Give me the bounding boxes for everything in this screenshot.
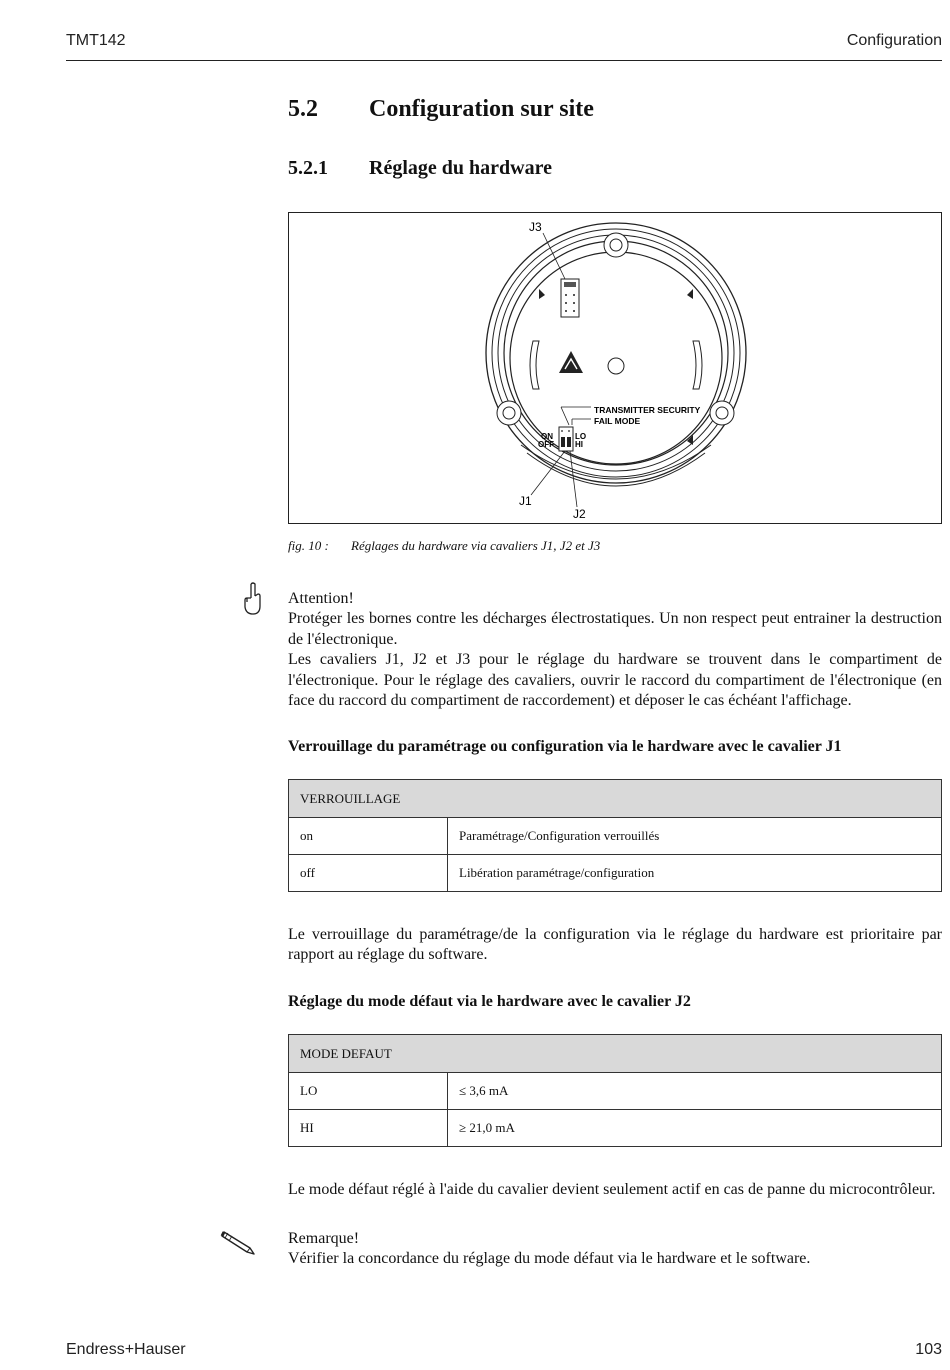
- figure-caption-text: Réglages du hardware via cavaliers J1, J2 et J3: [351, 538, 601, 553]
- label-fail-mode: FAIL MODE: [594, 416, 641, 426]
- attention-block: [288, 589, 942, 711]
- remark-block: [288, 1229, 942, 1270]
- header-chapter: Configuration: [846, 32, 942, 49]
- remark-title: Remarque!: [288, 1230, 360, 1247]
- fail-mode-heading: Réglage du mode défaut via le hardware avec le cavalier J2: [288, 993, 691, 1010]
- table-row: [289, 1110, 942, 1147]
- fail-mode-note: Le mode défaut réglé à l'aide du cavalier devient seulement actif en cas de panne du microcontrôleur.: [288, 1181, 936, 1198]
- pencil-icon: [220, 1228, 258, 1261]
- table-row: [289, 1073, 942, 1110]
- label-hi: HI: [575, 440, 583, 449]
- section-title: Configuration sur site: [369, 96, 594, 122]
- subsection-heading: [288, 157, 552, 180]
- subsection-title: Réglage du hardware: [369, 157, 552, 179]
- hardware-figure: [288, 212, 942, 524]
- header-product: TMT142: [66, 32, 126, 49]
- section-number: 5.2: [288, 96, 318, 122]
- label-transmitter-security: TRANSMITTER SECURITY: [594, 405, 701, 415]
- lock-heading: Verrouillage du paramétrage ou configuration via le hardware avec le cavalier J1: [288, 738, 842, 755]
- fail-mode-row-value: ≤ 3,6 mA: [448, 1073, 942, 1110]
- attention-paragraph-2: Les cavaliers J1, J2 et J3 pour le réglage du hardware se trouvent dans le compartiment de l'électronique. Pour le réglage des cavaliers, ouvrir le raccord du compartiment de l'électronique (en face du raccord du compartiment de raccordement) et déposer le cas échéant l'affichage.: [288, 651, 942, 710]
- lock-row-key: off: [289, 855, 448, 892]
- footer-brand: Endress+Hauser: [66, 1341, 186, 1358]
- pointing-hand-icon: [242, 582, 264, 623]
- label-j2: J2: [573, 507, 586, 521]
- table-row: [289, 818, 942, 855]
- figure-caption-number: fig. 10 :: [288, 538, 329, 553]
- attention-paragraph-1: Protéger les bornes contre les décharges électrostatiques. Un non respect peut entrainer la destruction de l'électronique.: [288, 610, 942, 648]
- fail-mode-row-value: ≥ 21,0 mA: [448, 1110, 942, 1147]
- remark-text: Vérifier la concordance du réglage du mode défaut via le hardware et le software.: [288, 1250, 811, 1268]
- lock-row-value: Libération paramétrage/configuration: [448, 855, 942, 892]
- fail-mode-table-header: MODE DEFAUT: [289, 1035, 942, 1073]
- figure-caption: [288, 538, 600, 554]
- fail-mode-table: [288, 1034, 942, 1147]
- header-rule: [66, 60, 942, 61]
- label-lo: LO: [575, 432, 587, 441]
- subsection-number: 5.2.1: [288, 157, 328, 179]
- label-off: OFF: [538, 440, 554, 449]
- lock-row-key: on: [289, 818, 448, 855]
- table-row: [289, 855, 942, 892]
- lock-note: Le verrouillage du paramétrage/de la configuration via le réglage du hardware est prioritaire par rapport au réglage du software.: [288, 926, 942, 964]
- label-on: ON: [541, 432, 553, 441]
- lock-table: [288, 779, 942, 892]
- section-heading: [288, 96, 594, 123]
- label-j1: J1: [519, 494, 532, 508]
- lock-row-value: Paramétrage/Configuration verrouillés: [448, 818, 942, 855]
- fail-mode-row-key: LO: [289, 1073, 448, 1110]
- page-number: 103: [915, 1341, 942, 1358]
- fail-mode-row-key: HI: [289, 1110, 448, 1147]
- lock-table-header: VERROUILLAGE: [289, 780, 942, 818]
- label-j3: J3: [529, 220, 542, 234]
- attention-title: Attention!: [288, 590, 354, 607]
- housing-drawing: [289, 213, 941, 523]
